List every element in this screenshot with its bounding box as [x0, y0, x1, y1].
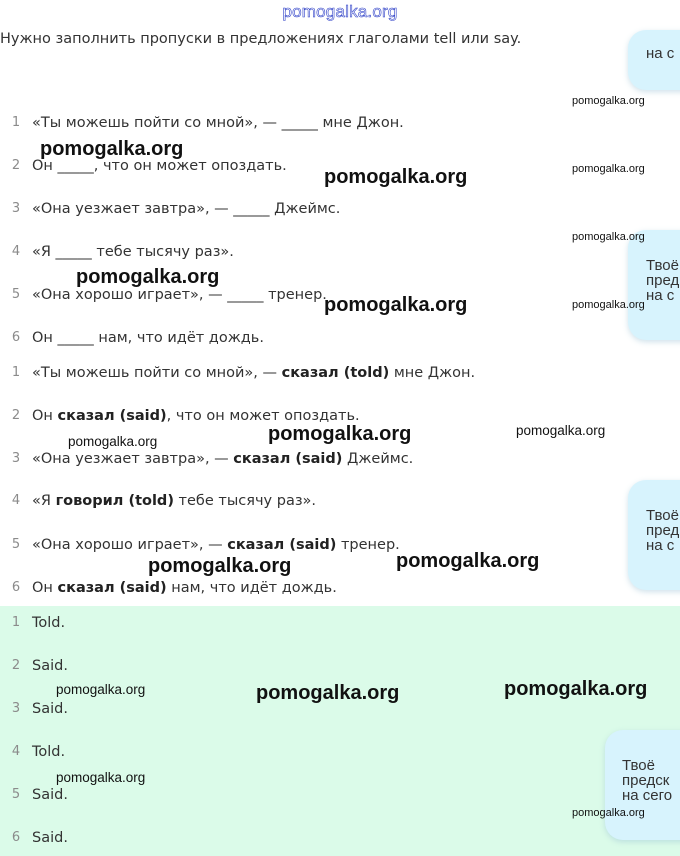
answer-text: Told. [32, 615, 66, 631]
solution-text: Он сказал (said), что он может опоздать. [32, 408, 360, 424]
exercise-text: Он _____, что он может опоздать. [32, 158, 287, 174]
solution-text: «Ты можешь пойти со мной», — сказал (told) мне Джон. [32, 365, 476, 381]
row-number: 2 [11, 658, 21, 673]
row-number: 4 [11, 244, 21, 259]
row-number: 2 [11, 158, 21, 173]
watermark: pomogalka.org [516, 423, 606, 438]
answer-verb: сказал (said) [227, 537, 337, 553]
exercise-text: «Я _____ тебе тысячу раз». [32, 244, 234, 260]
watermark: pomogalka.org [572, 163, 645, 175]
row-number: 3 [11, 451, 21, 466]
row-number: 6 [11, 830, 21, 845]
watermark: pomogalka.org [504, 678, 648, 700]
watermark: pomogalka.org [148, 555, 292, 577]
answer-text: Said. [32, 701, 68, 717]
row-number: 6 [11, 330, 21, 345]
answer-text: Told. [32, 744, 66, 760]
watermark: pomogalka.org [572, 95, 645, 107]
site-logo[interactable]: pomogalka.org [282, 2, 398, 21]
watermark: pomogalka.org [572, 807, 645, 819]
watermark: pomogalka.org [256, 682, 400, 704]
exercise-text: Он _____ нам, что идёт дождь. [32, 330, 264, 346]
row-number: 1 [11, 615, 21, 630]
row-number: 4 [11, 744, 21, 759]
watermark: pomogalka.org [268, 423, 412, 445]
row-number: 5 [11, 787, 21, 802]
watermark: pomogalka.org [56, 770, 146, 785]
exercise-text: «Ты можешь пойти со мной», — _____ мне Джон. [32, 115, 404, 131]
solution-text: «Я говорил (told) тебе тысячу раз». [32, 493, 317, 509]
row-number: 3 [11, 201, 21, 216]
exercise-text: «Она уезжает завтра», — _____ Джеймс. [32, 201, 341, 217]
answer-verb: сказал (said) [57, 408, 167, 424]
prompt-bubble-3[interactable]: Твоё пред на с [628, 480, 680, 590]
answer-text: Said. [32, 658, 68, 674]
row-number: 4 [11, 493, 21, 508]
watermark: pomogalka.org [56, 682, 146, 697]
watermark: pomogalka.org [324, 294, 468, 316]
solution-text: «Она хорошо играет», — сказал (said) тренер. [32, 537, 400, 553]
row-number: 3 [11, 701, 21, 716]
row-number: 5 [11, 537, 21, 552]
row-number: 1 [11, 365, 21, 380]
answer-verb: сказал (said) [57, 580, 167, 596]
answer-text: Said. [32, 787, 68, 803]
watermark: pomogalka.org [68, 434, 158, 449]
prompt-bubble-1[interactable]: на с [628, 30, 680, 90]
row-number: 2 [11, 408, 21, 423]
solution-text: Он сказал (said) нам, что идёт дождь. [32, 580, 337, 596]
solution-text: «Она уезжает завтра», — сказал (said) Джеймс. [32, 451, 414, 467]
watermark: pomogalka.org [572, 299, 645, 311]
row-number: 5 [11, 287, 21, 302]
exercise-text: «Она хорошо играет», — _____ тренер. [32, 287, 327, 303]
task-text: Нужно заполнить пропуски в предложениях глаголами tell или say. [0, 31, 522, 47]
row-number: 1 [11, 115, 21, 130]
watermark: pomogalka.org [324, 166, 468, 188]
row-number: 6 [11, 580, 21, 595]
watermark: pomogalka.org [40, 138, 184, 160]
prompt-bubble-4[interactable]: Твоё предск на сего [605, 730, 680, 840]
answer-verb: говорил (told) [55, 493, 174, 509]
watermark: pomogalka.org [396, 550, 540, 572]
prompt-bubble-2[interactable]: Твоё пред на с [628, 230, 680, 340]
answer-verb: сказал (told) [281, 365, 390, 381]
answer-text: Said. [32, 830, 68, 846]
watermark: pomogalka.org [572, 231, 645, 243]
watermark: pomogalka.org [76, 266, 220, 288]
answer-verb: сказал (said) [233, 451, 343, 467]
